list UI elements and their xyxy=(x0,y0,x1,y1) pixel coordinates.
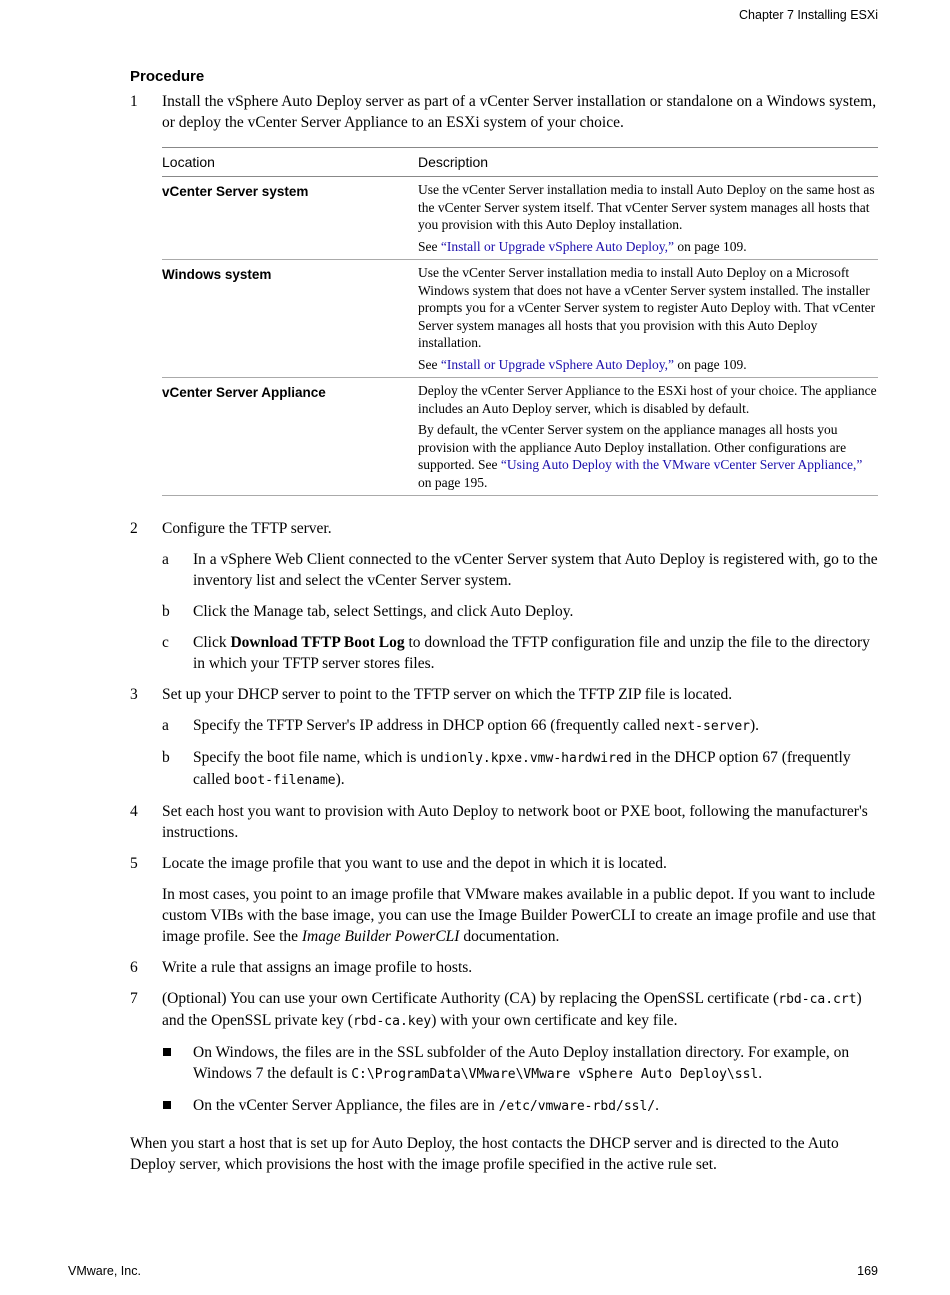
note-text-post: documentation. xyxy=(459,928,560,945)
code-windows-ssl-path: C:\ProgramData\VMware\VMware vSphere Auto Deploy\ssl xyxy=(351,1067,759,1082)
square-bullet-icon xyxy=(163,1101,171,1109)
xref-suffix: on page 109. xyxy=(673,238,747,254)
step-text-mid: ) and the OpenSSL private key ( xyxy=(162,990,862,1029)
description-text: Use the vCenter Server installation media to install Auto Deploy on a Microsoft Windows system that does not have a vCenter Server system installed. The installer prompts you for a vCenter Server system to register Auto Deploy with. That vCenter Server system manages all hosts that you provision with this Auto Deploy installation. xyxy=(418,265,876,350)
xref-prefix: See xyxy=(418,238,441,254)
square-bullet-icon xyxy=(163,1048,171,1056)
cross-reference xyxy=(418,356,878,374)
description-cell xyxy=(418,260,878,378)
step-7 xyxy=(130,988,878,1117)
substep-b xyxy=(162,747,878,791)
running-header: Chapter 7 Installing ESXi xyxy=(739,8,878,22)
xref-prefix: See xyxy=(418,356,441,372)
substep-letter: b xyxy=(162,603,170,620)
step-6 xyxy=(130,957,878,978)
footer-page-number: 169 xyxy=(857,1264,878,1278)
substep-text-mid: in the DHCP option 67 (frequently called xyxy=(193,749,851,788)
substep-c xyxy=(162,632,878,674)
doc-title-image-builder: Image Builder PowerCLI xyxy=(301,928,460,945)
step-number: 4 xyxy=(130,803,138,820)
location-table xyxy=(162,147,878,496)
step-number: 2 xyxy=(130,520,138,537)
closing-paragraph: When you start a host that is set up for Auto Deploy, the host contacts the DHCP server and is directed to the Auto Deploy server, which provisions the host with the image profile specified in the active rule set. xyxy=(130,1135,839,1173)
note-text-pre: In most cases, you point to an image profile that VMware makes available in a public depot. If you want to include custom VIBs with the base image, you can use the Image Builder PowerCLI to create an image profile and use that image profile. See the xyxy=(162,886,876,945)
step-number: 1 xyxy=(130,93,138,110)
substep-letter: c xyxy=(162,634,169,651)
location-cell: vCenter Server system xyxy=(162,177,418,260)
step-text-post: ) with your own certificate and key file. xyxy=(431,1012,678,1029)
column-header-location: Location xyxy=(162,148,418,177)
bullet-item xyxy=(162,1095,878,1117)
cross-reference xyxy=(418,238,878,256)
bullet-text-post: . xyxy=(758,1065,763,1082)
bullet-text-post: . xyxy=(655,1097,660,1114)
step-text: Write a rule that assigns an image profile to hosts. xyxy=(162,959,473,976)
description-cell xyxy=(418,177,878,260)
step-text: Set up your DHCP server to point to the TFTP server on which the TFTP ZIP file is located. xyxy=(162,686,733,703)
substep-text: Click the Manage tab, select Settings, and click Auto Deploy. xyxy=(193,603,574,620)
step-5 xyxy=(130,853,878,947)
code-key-file: rbd-ca.key xyxy=(352,1014,432,1029)
bullet-text-pre: On the vCenter Server Appliance, the files are in xyxy=(193,1097,499,1114)
substep-text-pre: Specify the boot file name, which is xyxy=(193,749,421,766)
ui-label-download-tftp-boot-log: Download TFTP Boot Log xyxy=(230,634,405,651)
step-text: Configure the TFTP server. xyxy=(162,520,332,537)
step-3 xyxy=(130,684,878,791)
step-text: Locate the image profile that you want to use and the depot in which it is located. xyxy=(162,855,667,872)
location-cell: Windows system xyxy=(162,260,418,378)
step-number: 6 xyxy=(130,959,138,976)
step-number: 3 xyxy=(130,686,138,703)
xref-link-using-appliance[interactable]: “Using Auto Deploy with the VMware vCenter Server Appliance,” xyxy=(500,457,863,472)
substep-b xyxy=(162,601,878,622)
step-text: Set each host you want to provision with Auto Deploy to network boot or PXE boot, following the manufacturer's instructions. xyxy=(162,803,868,841)
procedure-heading: Procedure xyxy=(130,68,205,85)
step-note xyxy=(162,884,878,947)
description-cell xyxy=(418,378,878,496)
substep-text-pre: Specify the TFTP Server's IP address in DHCP option 66 (frequently called xyxy=(193,717,664,734)
table-row xyxy=(162,378,878,496)
step-text: Install the vSphere Auto Deploy server as part of a vCenter Server installation or standalone on a Windows system, or deploy the vCenter Server Appliance to an ESXi system of your choice. xyxy=(162,93,877,131)
xref-suffix: on page 195. xyxy=(418,474,488,490)
table-header-row xyxy=(162,148,878,177)
code-cert-file: rbd-ca.crt xyxy=(778,992,857,1007)
step-number: 7 xyxy=(130,990,138,1007)
page-content xyxy=(130,68,878,1175)
step-text-pre: (Optional) You can use your own Certificate Authority (CA) by replacing the OpenSSL certificate ( xyxy=(162,990,779,1007)
substep-a xyxy=(162,715,878,737)
description-text: Deploy the vCenter Server Appliance to the ESXi host of your choice. The appliance includes an Auto Deploy server, which is disabled by default. xyxy=(418,383,877,416)
substep-text-post: to download the TFTP configuration file and unzip the file to the directory in which your TFTP server stores files. xyxy=(193,634,870,672)
bullet-item xyxy=(162,1042,878,1085)
code-appliance-ssl-path: /etc/vmware-rbd/ssl/ xyxy=(498,1099,656,1114)
substep-letter: b xyxy=(162,749,170,766)
substep-letter: a xyxy=(162,717,169,734)
xref-link-install-upgrade[interactable]: “Install or Upgrade vSphere Auto Deploy,” xyxy=(440,356,674,372)
table-row xyxy=(162,260,878,378)
substep-text: In a vSphere Web Client connected to the vCenter Server system that Auto Deploy is registered with, go to the inventory list and select the vCenter Server system. xyxy=(193,551,878,589)
table-row xyxy=(162,177,878,260)
step-1 xyxy=(130,91,878,496)
substep-a xyxy=(162,549,878,591)
step-2 xyxy=(130,518,878,674)
step-number: 5 xyxy=(130,855,138,872)
bullet-text-pre: On Windows, the files are in the SSL subfolder of the Auto Deploy installation directory. For example, on Windows 7 the default is xyxy=(193,1044,850,1082)
code-boot-filename: boot-filename xyxy=(233,773,336,788)
location-cell: vCenter Server Appliance xyxy=(162,378,418,496)
column-header-description: Description xyxy=(418,148,878,177)
code-boot-file: undionly.kpxe.vmw-hardwired xyxy=(420,751,632,766)
cross-reference xyxy=(418,421,878,491)
xref-link-install-upgrade[interactable]: “Install or Upgrade vSphere Auto Deploy,” xyxy=(440,238,674,254)
substep-letter: a xyxy=(162,551,169,568)
substep-text-post: ). xyxy=(749,717,760,734)
code-next-server: next-server xyxy=(663,719,750,734)
substep-text-pre: Click xyxy=(193,634,231,651)
xref-suffix: on page 109. xyxy=(673,356,747,372)
substep-text-post: ). xyxy=(335,771,345,788)
xref-prefix: By default, the vCenter Server system on the appliance manages all hosts you provision with the appliance Auto Deploy installation. Other configurations are supported. See xyxy=(418,422,847,472)
footer-company: VMware, Inc. xyxy=(68,1264,141,1278)
description-text: Use the vCenter Server installation media to install Auto Deploy on the same host as the vCenter Server system itself. That vCenter Server system manages all hosts that you provision with this Auto Deploy installation. xyxy=(418,182,875,232)
step-4 xyxy=(130,801,878,843)
